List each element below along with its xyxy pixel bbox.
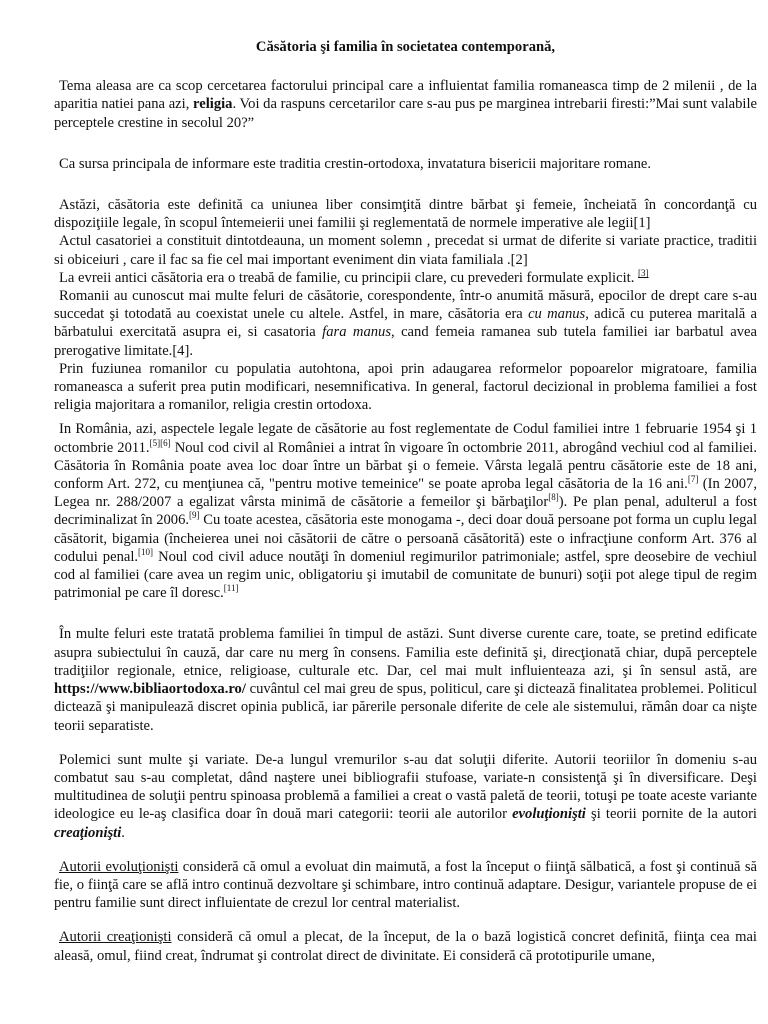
paragraph-romani xyxy=(54,287,757,360)
p10-text-c: . xyxy=(121,824,125,841)
paragraph-fuziune: Prin fuziunea romanilor cu populatia autohtona, apoi prin adaugarea reformelor popoarelor migratoare, familia romaneasca a suferit prea putin modificari, nesemnificativa. In general, factorul decizional in problema familiei a fost religia majoritara a romanilor, religia crestin ortodoxa. xyxy=(54,360,757,414)
p8-text-c: (In 2007, Legea nr. 288/2007 a egalizat vârsta minimă de căsătorie a femeilor şi bărbaţilor xyxy=(54,476,758,511)
paragraph-evrei xyxy=(54,269,757,287)
p8-ref-10[interactable]: [10] xyxy=(138,547,154,558)
p6-text-b: , adică cu puterea maritală a bărbatului exercitată asupra ei, si casatoria xyxy=(54,306,757,341)
p8-ref-11[interactable]: [11] xyxy=(223,583,239,594)
p11-text: consideră că omul a evoluat din maimută, a fost la început o fiinţă sălbatică, a fost şi continuă să fie, o fiinţă care se află intro continuă dezvoltare şi schimbare, intro continuă adaptare. Desigur, variantele propuse de ei pentru familie sunt direct influientate de crezul lor central materialist. xyxy=(54,858,757,912)
paragraph-intro xyxy=(54,77,757,132)
p8-text-d: ). Pe plan penal, adulterul a fost decriminalizat în 2006. xyxy=(54,494,757,529)
paragraph-creationisti xyxy=(54,928,757,964)
p5-ref[interactable]: [3] xyxy=(638,267,649,278)
p10-evolutionisti: evoluţionişti xyxy=(512,806,586,823)
p10-text-b: şi teorii pornite de la autori xyxy=(585,806,757,823)
p8-ref-7[interactable]: [7] xyxy=(687,474,699,485)
p5-text: La evreii antici căsătoria era o treabă de familie, cu principii clare, cu prevederi formulate explicit. xyxy=(59,269,638,286)
p6-text-c: , cand femeia ramanea sub tutela familiei iar barbatul avea prerogative limitate.[4]. xyxy=(54,324,757,359)
paragraph-definition: Astăzi, căsătoria este definită ca uniunea liber consimţită dintre bărbat şi femeie, încheiată în concordanţă cu dispoziţiile legale, în scopul întemeierii unei familii şi reglementată de normele imperative ale legii[1] xyxy=(54,197,757,232)
p12-text: consideră că omul a plecat, de la început, de la o bază logistică concret definită, fiinţa cea mai aleasă, omul, fiind creat, îndrumat şi controlat direct de divinitate. Ei consideră că prototipurile umane, xyxy=(54,929,757,964)
document-title: Căsătoria şi familia în societatea contemporană, xyxy=(255,39,556,55)
p8-text-a: In România, azi, aspectele legale legate de căsătorie au fost reglementate de Codul familiei intre 1 februarie 1954 şi 1 octombrie 2011. xyxy=(54,421,757,456)
p8-text-b: Noul cod civil al României a intrat în vigoare în octombrie 2011, abrogând vechiul cod al familiei. Căsătoria în România poate avea loc doar între un bărbat şi o femeie. Vârsta legală pentru căsătorie este de 18 ani, conform Art. 272, cu menţiunea că, "pentru motive temeinice" se poate aproba legal căsătoria de la 16 ani. xyxy=(54,439,757,493)
p6-text-a: Romanii au cunoscut mai multe feluri de căsătorie, corespondente, într-o anumită măsură, epocilor de drept care s-au succedat şi totodată au coexistat unele cu altele. Astfel, in mare, căsătoria era xyxy=(54,288,757,323)
p8-ref-9[interactable]: [9] xyxy=(189,510,200,521)
paragraph-source: Ca sursa principala de informare este traditia crestin-ortodoxa, invatatura bisericii majoritare romane. xyxy=(59,155,652,172)
p11-heading: Autorii evoluţionişti xyxy=(59,858,179,875)
p9-text-a: În multe feluri este tratată problema familiei în timpul de astăzi. Sunt diverse curente care, toate, se pretind edificate asupra subiectului în cauză, dar care nu merg în consens. Familia este definită şi, direcţionată chiar, după perceptele tradiţiilor regionale, etnice, religioase, culturale etc. Dar, cel mai mult influienteaza azi, şi în sensul astă, are xyxy=(54,626,757,679)
p1-text-b: . Voi da raspuns cercetarilor care s-au pus pe marginea intrebarii firesti:”Mai sunt valabile perceptele crestine in secolul 20?” xyxy=(54,96,757,131)
p12-heading: Autorii creaţionişti xyxy=(59,929,172,946)
p1-religia: religia xyxy=(193,96,233,113)
p1-text-a: Tema aleasa are ca scop cercetarea factorului principal care a influientat familia romaneasca timp de 2 milenii , de la aparitia natiei pana azi, xyxy=(54,78,757,113)
p6-fara-manus: fara manus xyxy=(322,324,392,341)
paragraph-act: Actul casatoriei a constituit dintotdeauna, un moment solemn , precedat si urmat de diferite si variate practice, traditii si obiceiuri , care il fac sa fie cel mai important eveniment din viata familiala .[2] xyxy=(54,233,757,268)
p6-cu-manus: cu manus xyxy=(528,306,586,323)
p8-text-f: Noul cod civil aduce noutăţi în domeniul regimurilor patrimoniale; astfel, spre deosebire de vechiul cod al familiei (care avea un regim unic, obligatoriu şi imutabil de comunitate de bunuri) soţii pot alege tipul de regim patrimonial pe care îl doresc. xyxy=(54,548,757,602)
paragraph-polemici xyxy=(54,751,757,842)
p9-text-b: cuvântul cel mai greu de spus, politicul, care şi dictează finalitatea problemei. Politicul dictează şi manipulează discret opinia publică, iar părerile personale diferite de cele ale sistemului, rămân doar ca nişte teorii separatiste. xyxy=(54,681,757,734)
p8-ref-8[interactable]: [8] xyxy=(548,492,559,503)
paragraph-evolutionisti xyxy=(54,858,757,913)
p8-ref-5-6[interactable]: [5][6] xyxy=(149,437,171,448)
p9-url-link[interactable]: https://www.bibliaortodoxa.ro/ xyxy=(54,681,246,698)
paragraph-legal xyxy=(54,420,757,602)
p10-creationisti: creaţionişti xyxy=(54,824,122,841)
paragraph-problema xyxy=(54,625,757,734)
p8-text-e: Cu toate acestea, căsătoria este monogama -, deci doar două persoane pot forma un cuplu legal căsătorit, bigamia (încheierea unei noi căsătorii de către o persoană căsătorită) este o infracţiune conform Art. 376 al codului penal. xyxy=(54,512,757,565)
p10-text-a: Polemici sunt multe şi variate. De-a lungul vremurilor s-au dat soluţii diferite. Autorii teoriilor în domeniu s-au combatut sau s-au completat, dând naştere unei bibliografii stufoase, variate-n consistenţă şi în diversificare. Deşi multitudinea de soluţii pentru spinoasa problemă a familiei a creat o vastă paletă de teorii, totuşi pe toate aceste variante ideologice eu le-aş clasifica doar în două mari categorii: teorii ale autorilor xyxy=(54,751,757,823)
